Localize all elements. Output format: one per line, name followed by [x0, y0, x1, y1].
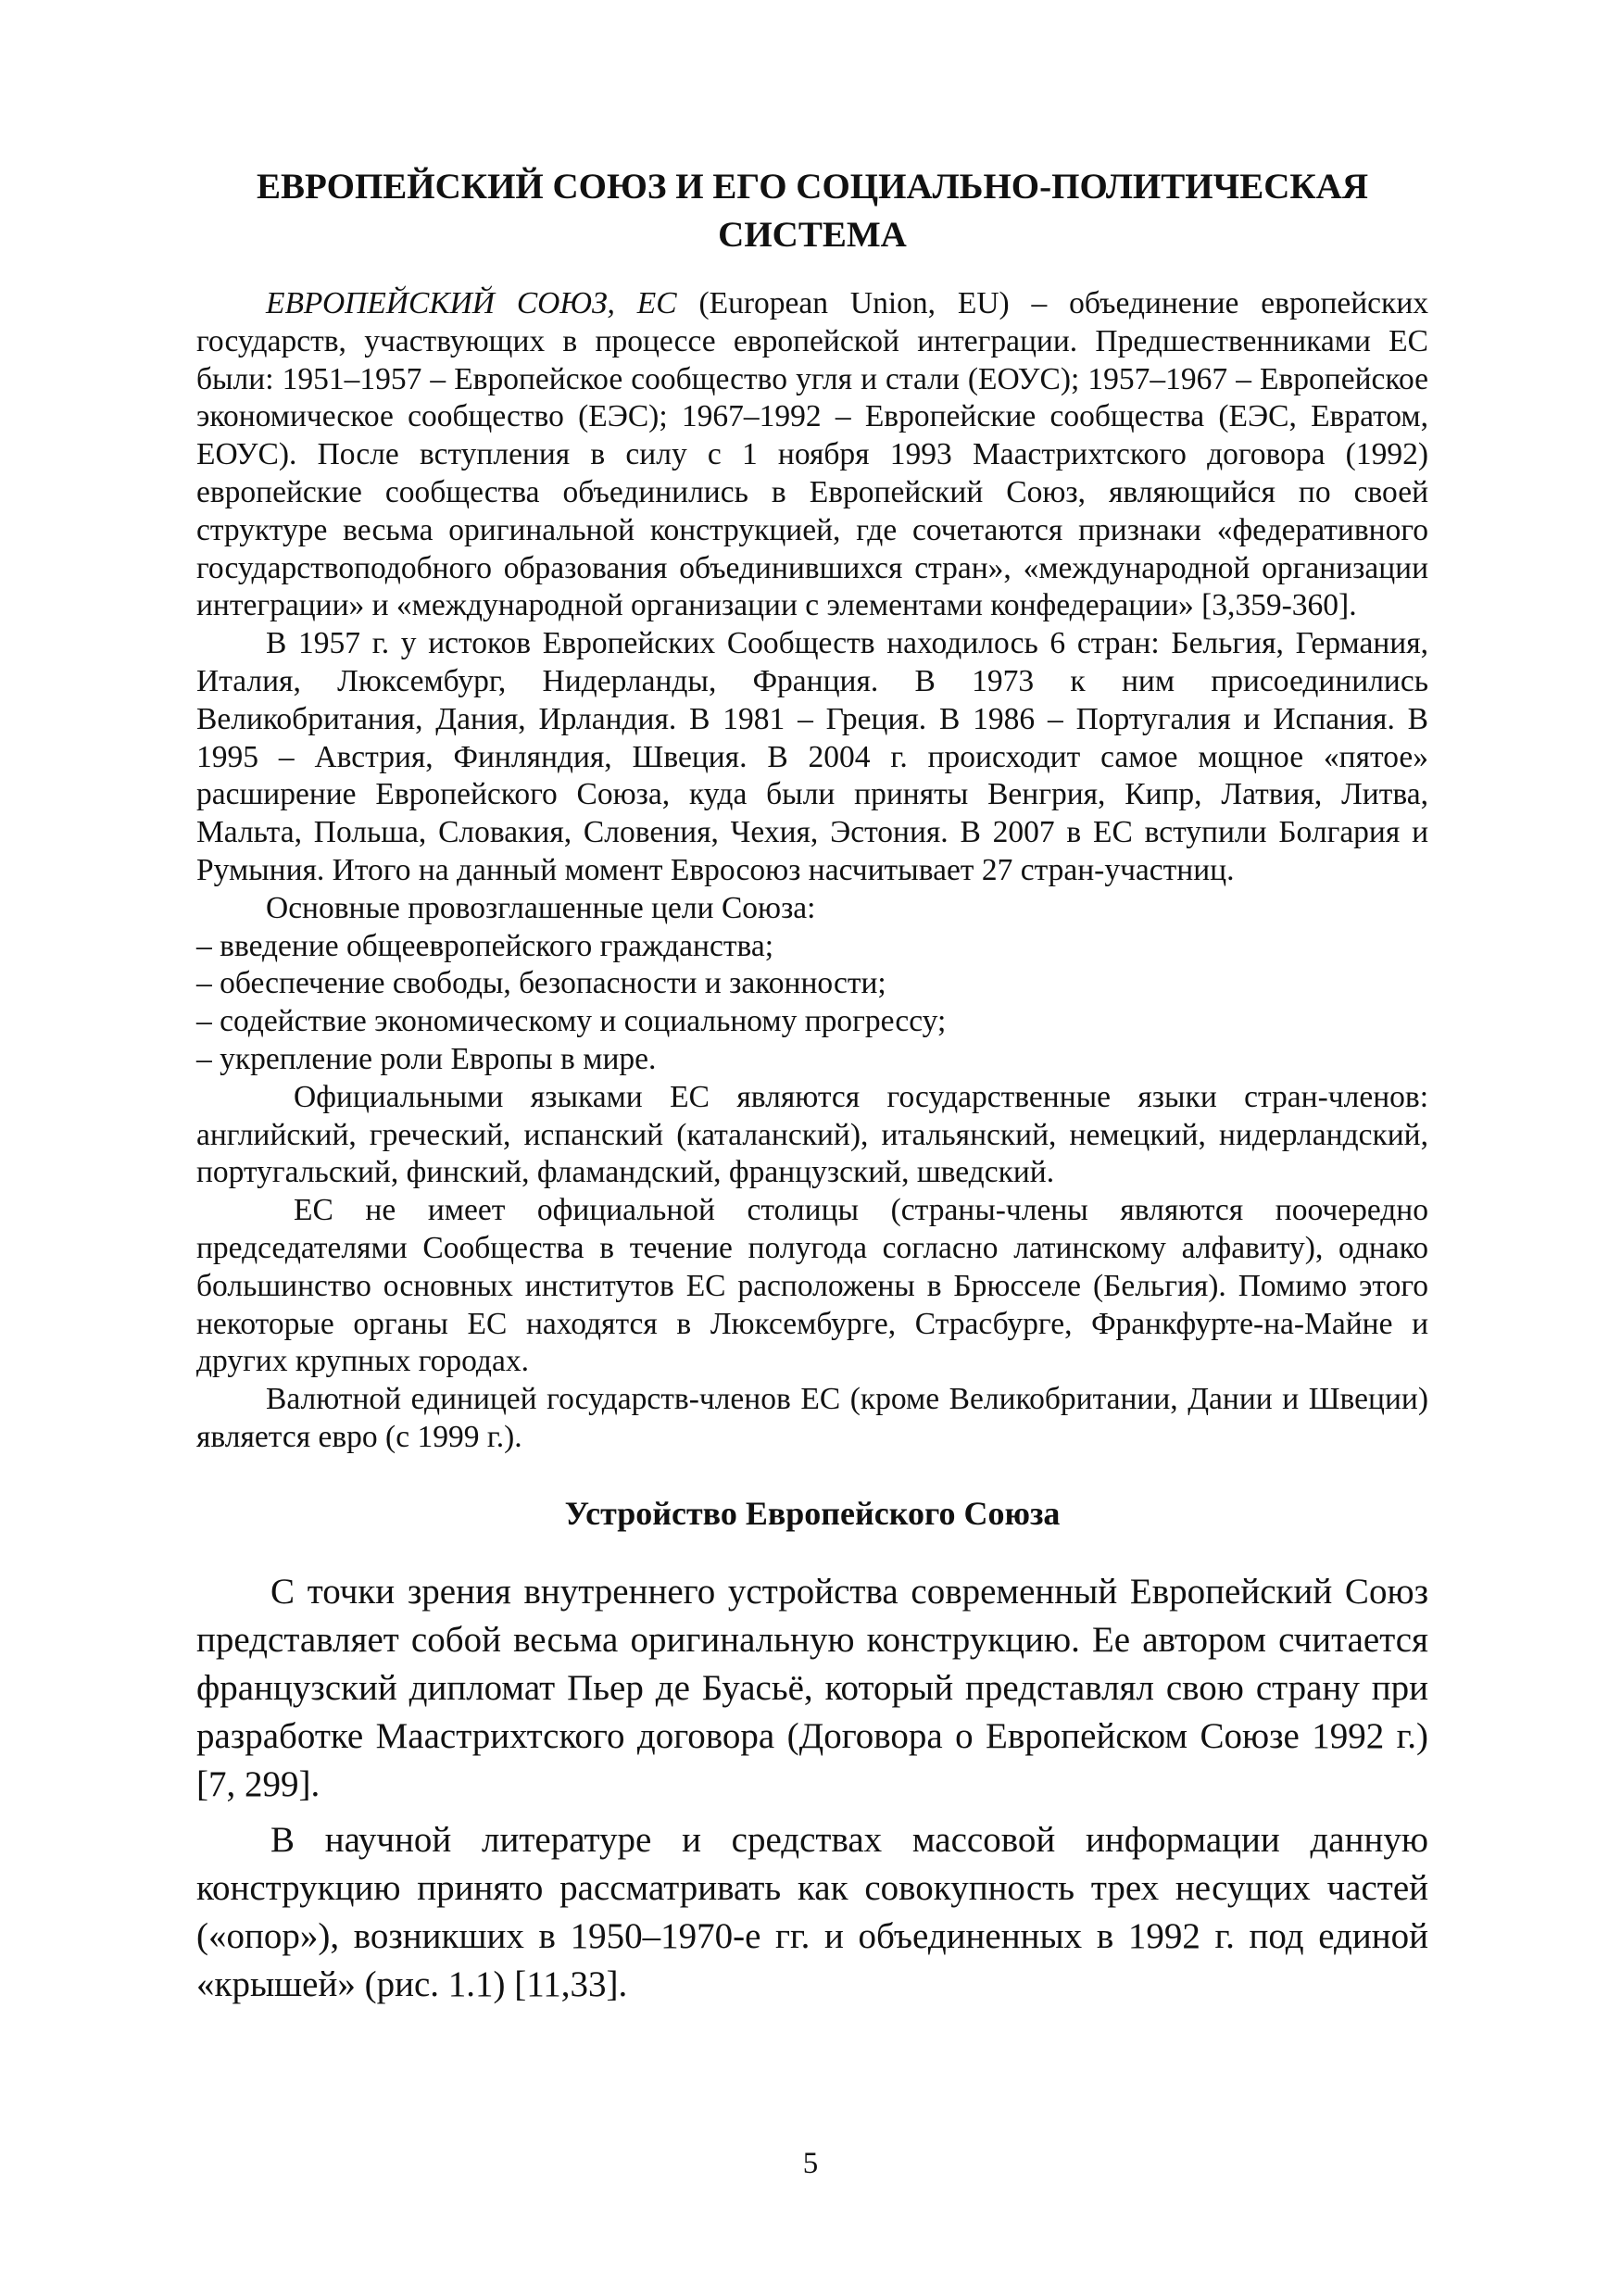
list-item: – обеспечение свободы, безопасности и законности;	[196, 966, 886, 1001]
intro-paragraph	[196, 285, 1428, 625]
goals-list	[196, 928, 1428, 1079]
page-title-line-1: ЕВРОПЕЙСКИЙ СОЮЗ И ЕГО СОЦИАЛЬНО-ПОЛИТИЧЕСКАЯ	[257, 167, 1368, 207]
section-heading: Устройство Европейского Союза	[564, 1494, 1061, 1532]
list-item: – укрепление роли Европы в мире.	[196, 1041, 657, 1076]
intro-text: (European Union, EU) – объединение европейских государств, участвующих в процессе европейской интеграции. Предшественниками ЕС были: 1951–1957 – Европейское сообщество угля и стали (ЕОУС); 1957–1967 – Европейское экономическое сообщество (ЕЭС); 1967–1992 – Европейские сообщества (ЕЭС, Евратом, ЕОУС). После вступления в силу с 1 ноября 1993 Маастрихтского договора (1992) европейские сообщества объединились в Европейский Союз, являющийся по своей структуре весьма оригинальной конструкцией, где сочетаются признаки «федеративного государствоподобного образования объединившихся стран», «международной организации интеграции» и «международной организации с элементами конфедерации» [3,359-360].	[196, 286, 1428, 623]
pillars-paragraph: В научной литературе и средствах массовой информации данную конструкцию принято рассматривать как совокупность трех несущих частей («опор»), возникших в 1950–1970-е гг. и объединенных в 1992 г. под единой «крышей» (рис. 1.1) [11,33].	[196, 1819, 1428, 2004]
goals-intro: Основные провозглашенные цели Союза:	[266, 890, 816, 925]
currency-paragraph: Валютной единицей государств-членов ЕС (кроме Великобритании, Дании и Швеции) является евро (с 1999 г.).	[196, 1382, 1428, 1454]
capital-paragraph: ЕС не имеет официальной столицы (страны-члены являются поочередно председателями Сообщества в течение полугода согласно латинскому алфавиту), однако большинство основных институтов ЕС расположены в Брюсселе (Бельгия). Помимо этого некоторые органы ЕС находятся в Люксембурге, Страсбурге, Франкфурте-на-Майне и других крупных городах.	[196, 1193, 1428, 1379]
list-item: – введение общеевропейского гражданства;	[196, 928, 774, 963]
page-title-line-2: СИСТЕМА	[718, 215, 907, 255]
intro-term: ЕВРОПЕЙСКИЙ СОЮЗ, ЕС	[266, 286, 677, 320]
languages-paragraph: Официальными языками ЕС являются государственные языки стран-членов: английский, греческий, испанский (каталанский), итальянский, немецкий, нидерландский, португальский, финский, фламандский, французский, шведский.	[196, 1079, 1428, 1190]
page-title	[196, 163, 1428, 259]
page-number: 5	[802, 2147, 819, 2180]
history-paragraph: В 1957 г. у истоков Европейских Сообществ находилось 6 стран: Бельгия, Германия, Италия, Люксембург, Нидерланды, Франция. В 1973 к ним присоединились Великобритания, Дания, Ирландия. В 1981 – Греция. В 1986 – Португалия и Испания. В 1995 – Австрия, Финляндия, Швеция. В 2004 г. происходит самое мощное «пятое» расширение Европейского Союза, куда были приняты Венгрия, Кипр, Латвия, Литва, Мальта, Польша, Словакия, Словения, Чехия, Эстония. В 2007 в ЕС вступили Болгария и Румыния. Итого на данный момент Евросоюз насчитывает 27 стран-участниц.	[196, 626, 1428, 887]
structure-paragraph: С точки зрения внутреннего устройства современный Европейский Союз представляет собой весьма оригинальную конструкцию. Ее автором считается французский дипломат Пьер де Буасьё, который представлял свою страну при разработке Маастрихтского договора (Договора о Европейском Союзе 1992 г.) [7, 299].	[196, 1571, 1428, 1804]
list-item: – содействие экономическому и социальному прогрессу;	[196, 1004, 947, 1039]
document-page	[196, 163, 1428, 2016]
